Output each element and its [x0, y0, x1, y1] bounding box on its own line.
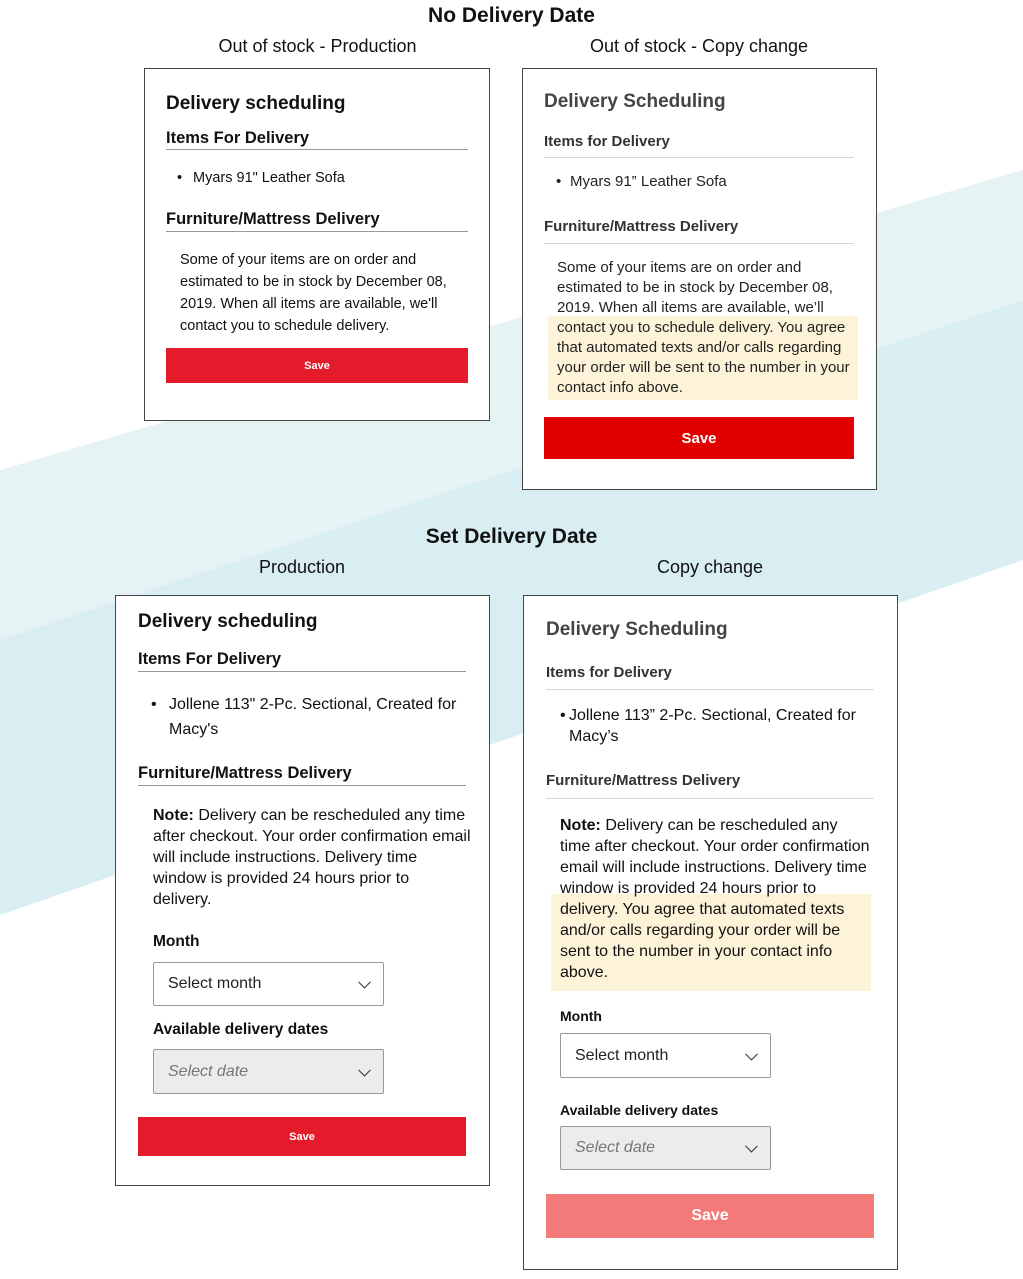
divider: [546, 798, 874, 799]
date-select-value: Select date: [575, 1139, 656, 1156]
heading-no-delivery-date: No Delivery Date: [428, 4, 595, 27]
stock-message: [557, 258, 860, 398]
chevron-down-icon: [358, 976, 371, 989]
date-select-value: Select date: [168, 1062, 249, 1080]
card-oos-copy-change: [522, 68, 877, 490]
consent-text: You agree that automated texts and/or calls regarding your order will be sent to the number in your contact info above.: [560, 901, 845, 981]
stock-message: Some of your items are on order and estimated to be in stock by December 08, 2019. When all items are available, we'll contact you to schedule delivery.: [180, 252, 447, 334]
save-button[interactable]: Save: [546, 1194, 874, 1238]
subheading-oos-copy: Out of stock - Copy change: [589, 36, 809, 56]
subheading-oos-production: Out of stock - Production: [218, 36, 417, 56]
available-dates-label: Available delivery dates: [153, 1021, 329, 1038]
list-item: • Jollene 113” 2-Pc. Sectional, Created for Macy’s: [560, 707, 856, 745]
month-select[interactable]: [560, 1033, 771, 1078]
furniture-delivery-header: Furniture/Mattress Delivery: [544, 218, 739, 235]
list-item: • Myars 91" Leather Sofa: [177, 170, 345, 186]
note-label: Note:: [560, 817, 601, 834]
items-for-delivery-header: Items For Delivery: [166, 129, 310, 147]
month-select-value: Select month: [575, 1046, 669, 1064]
card-set-delivery-production: [115, 595, 490, 1186]
card-oos-production: [144, 68, 490, 421]
furniture-delivery-header: Furniture/Mattress Delivery: [546, 772, 741, 789]
list-item: • Myars 91” Leather Sofa: [556, 173, 727, 190]
divider: [166, 231, 468, 232]
divider: [546, 689, 874, 690]
card-title: Delivery scheduling: [166, 93, 346, 114]
items-for-delivery-header: Items for Delivery: [544, 133, 670, 150]
list-item: • Jollene 113" 2-Pc. Sectional, Created for Macy's: [151, 696, 457, 738]
save-button[interactable]: Save: [544, 417, 854, 459]
month-label: Month: [560, 1008, 602, 1024]
card-title: Delivery scheduling: [138, 611, 318, 632]
chevron-down-icon: [745, 1140, 758, 1153]
date-select[interactable]: [153, 1049, 384, 1094]
chevron-down-icon: [745, 1047, 758, 1060]
available-dates-label: Available delivery dates: [560, 1102, 719, 1118]
month-select[interactable]: [153, 962, 384, 1006]
date-select[interactable]: [560, 1126, 771, 1170]
subheading-copy-change: Copy change: [656, 557, 764, 577]
divider: [544, 243, 854, 244]
divider: [544, 157, 854, 158]
note-text: Delivery can be rescheduled any time after checkout. Your order confirmation email will include instructions. Delivery time window is provided 24 hours prior to delivery.: [560, 817, 870, 918]
save-button[interactable]: Save: [138, 1117, 466, 1156]
chevron-down-icon: [358, 1063, 371, 1076]
save-button[interactable]: Save: [166, 348, 468, 383]
subheading-production: Production: [258, 557, 346, 577]
month-select-value: Select month: [168, 975, 262, 992]
divider: [166, 149, 468, 150]
card-title: Delivery Scheduling: [544, 91, 726, 112]
card-set-delivery-copy-change: [523, 595, 898, 1270]
furniture-delivery-header: Furniture/Mattress Delivery: [138, 764, 352, 782]
card-title: Delivery Scheduling: [546, 619, 728, 640]
items-for-delivery-header: Items for Delivery: [546, 664, 672, 681]
consent-text: You agree that automated texts and/or calls regarding your order will be sent to the number in your contact info above.: [557, 319, 850, 396]
divider: [138, 671, 466, 672]
note-text: Delivery can be rescheduled any time after checkout. Your order confirmation email will include instructions. Delivery time window is provided 24 hours prior to delivery.: [153, 807, 471, 908]
furniture-delivery-header: Furniture/Mattress Delivery: [166, 210, 380, 228]
heading-set-delivery-date: Set Delivery Date: [425, 525, 598, 548]
note-label: Note:: [153, 807, 194, 824]
stock-message-text: Some of your items are on order and estimated to be in stock by December 08, 2019. When all items are available, we’ll contact you to schedule delivery.: [557, 259, 833, 336]
delivery-note: [560, 815, 872, 983]
divider: [138, 785, 466, 786]
month-label: Month: [153, 933, 200, 950]
items-for-delivery-header: Items For Delivery: [138, 650, 282, 668]
delivery-note: [153, 805, 471, 910]
